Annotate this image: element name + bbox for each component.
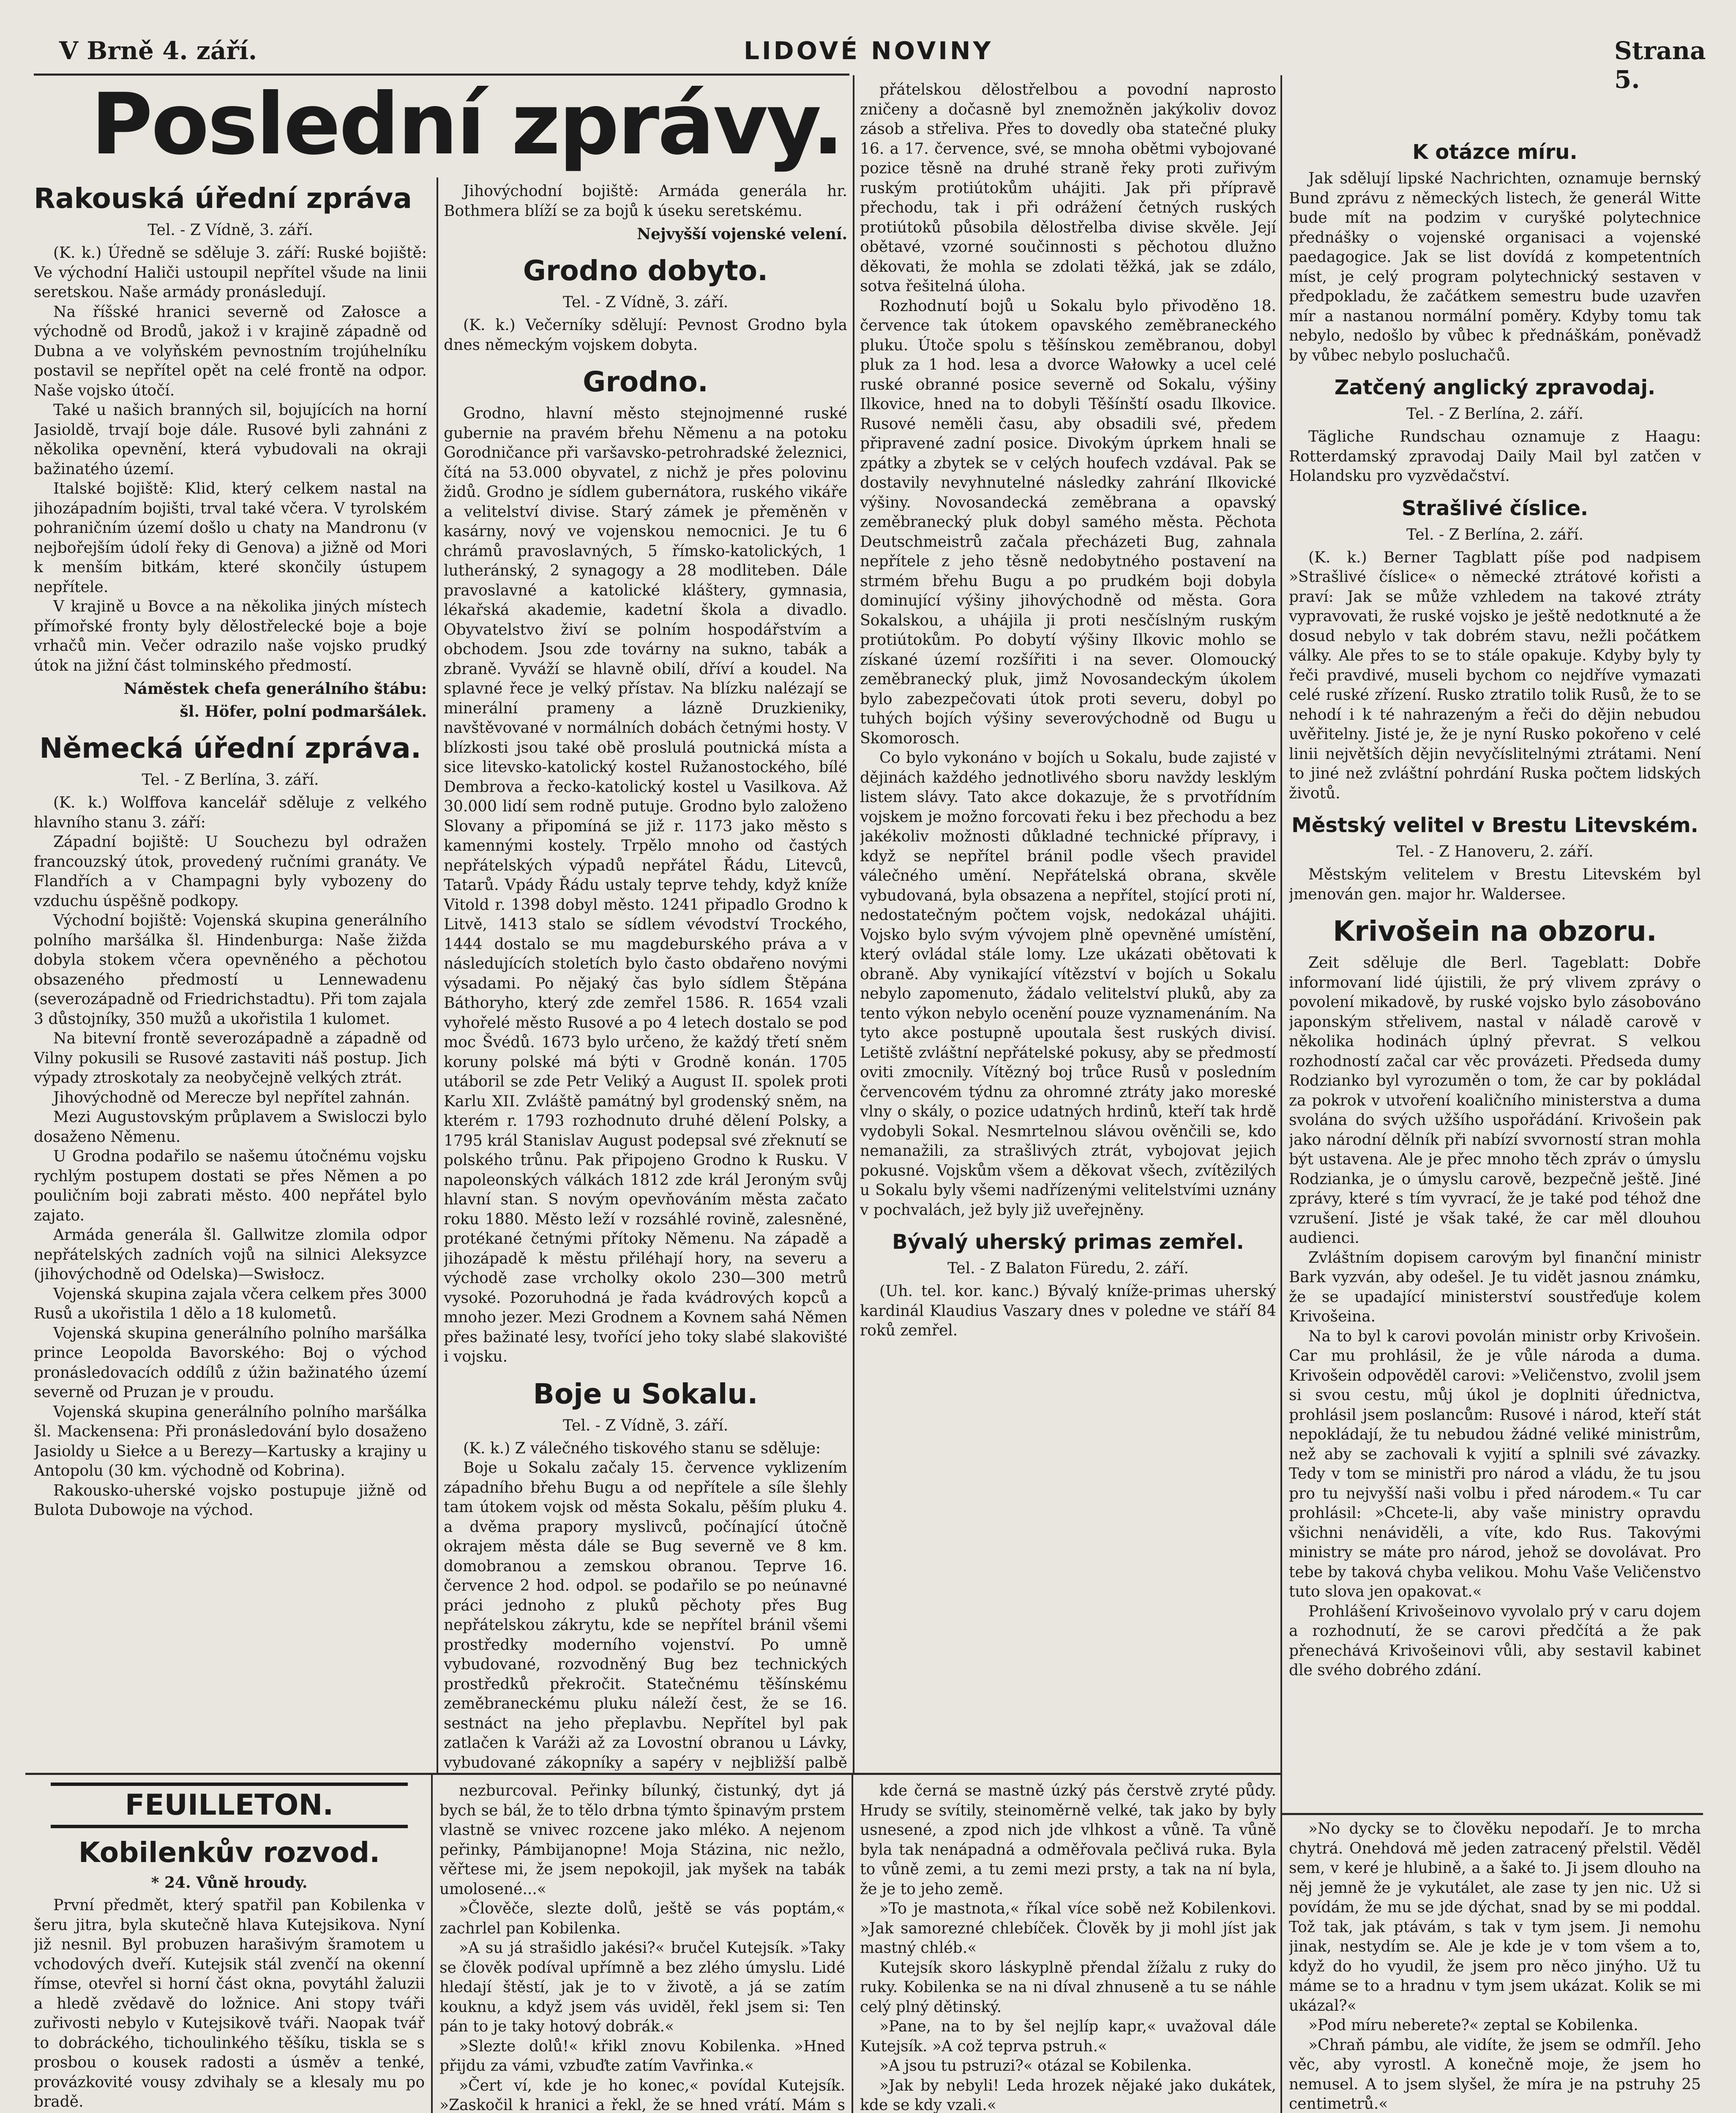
feuilleton-column-3 (860, 1781, 1276, 2113)
paragraph: Jihovýchodně od Merecze byl nepřítel zahnán. (53, 1089, 410, 1106)
column-rule-feu-1 (431, 1775, 433, 2113)
heading-krivosein: Krivošein na obzoru. (1333, 915, 1657, 947)
paragraph: (Uh. tel. kor. kanc.) Bývalý kníže-primas uherský kardinál Klaudius Vaszary dnes v poledne ve stáří 84 roků zemřel. (860, 1283, 1276, 1339)
paragraph: (K. k.) Wolffova kancelář sděluje z velkého hlavního stanu 3. září: (34, 794, 427, 831)
dateline: Tel. - Z Berlína, 3. září. (142, 771, 319, 789)
paragraph: Vojenská skupina generálního polního maršálka šl. Mackensena: Při pronásledování bylo dosaženo Jasioldy u Siełce a u Berezy—Kartusky a krajiny u Antopolu (30 km. východně od Kobrina). (34, 1403, 427, 1480)
column-4 (1289, 139, 1701, 1809)
masthead: LIDOVÉ NOVINY (744, 36, 994, 65)
paragraph: Rozhodnutí bojů u Sokalu bylo přivoděno 18. července tak útokem opavského zeměbraneckého pluku. Útoče spolu s těšínskou zeměbranou, dobyl pluk za 1 hod. lesa a dvorce Wałowky a ucel celé ruské obranné posice severně od Sokalu, výšiny Ilkovice, hned na to dobyli Těšínští osadu Ilkovice. Rusové neměli času, aby obsadili své, předem připravené zadní posice. Divokým úprkem hnali se zpátky a zbytek se v celých houfech vzdával. Pak se dostavily nevyhnutelné následky zahrání Ilkovické výšiny. Novosandecká zeměbrana a opavský zeměbranecký pluk dobyl samého města. Pěchota Deutschmeistrů začala přecházeti Bug, zahnala nepřítele z jeho těsně nedobytného postavení na strmém břehu Bugu a po prudkém boji dobyla dominující výšiny jihovýchodně od města. Gora Sokalskou, a uhájila ji proti nesčíslným ruským protiútokům. Po dobytí výšiny Ilkovic mohlo se získané území rozšířiti i na sever. Olomoucký zeměbranecký pluk, jimž Novosandeckým úkolem bylo zabezpečovati útok proti severu, dobyl po tuhých bojích výšiny severovýchodně od Bugu u Skomorosch. (860, 297, 1276, 747)
paragraph: U Grodna podařilo se našemu útočnému vojsku rychlým postupem dostati se přes Němen a po pouličním boji zabrati město. 400 nepřátel bylo zajato. (34, 1148, 427, 1224)
paragraph: kde černá se mastně úzký pás čerstvě zryté půdy. Hrudy se svítily, steinoměrně velké, tak jako by byly usnesené, a zpod nich jde vlhkost a vůně. Ta vůně byla tak nenápadná a odměřovala pečlivá ruka. Byla to vůně zemi, a tu zemi mezi prsty, a tak na ní byla, že je to jeho země. (860, 1782, 1276, 1898)
feuilleton-header: FEUILLETON. (51, 1783, 408, 1828)
feuilleton-chapter: * 24. Vůně hroudy. (151, 1874, 308, 1892)
heading-zatceny-zpravodaj: Zatčený anglický zpravodaj. (1334, 376, 1656, 399)
paragraph: »No dycky se to člověku nepodaří. Je to mrcha chytrá. Onehdová mě jeden zatracený přelstil. Věděl sem, v keré je hlubině, a a šaké to. Ji jsem dlouho na něj jemně že je vykutálet, ale zase ty jen nic. Už si povídám, že mu se jde dýchat, snad by se mi poddal. Tož tak, jak ptávám, s tak v tym jsem. Ji nemohu jinak, nestydím se. Ale je kde je v tom všem a to, když do ho vyudil, že jsem pro něco jinýho. Už tu máme se to a hradnu v tym jsem ukázat. Kolik se mi ukázal?« (1289, 1820, 1701, 2015)
paragraph: Vojenská skupina generálního polního maršálka prince Leopolda Bavorského: Boj o východ pronásledovacích oddílů z úžin bažinatého území severně od Pruzan je v proudu. (34, 1324, 427, 1401)
paragraph: »A jsou tu pstruzi?« otázal se Kobilenka. (879, 2057, 1192, 2075)
heading-grodno: Grodno. (583, 366, 708, 398)
header-rule (34, 74, 849, 76)
col4-feuilleton-rule (1280, 1813, 1703, 1815)
header-date: V Brně 4. září. (59, 36, 257, 65)
paragraph: Zeit sděluje dle Berl. Tageblatt: Dobře informovaní lidé újistili, že prý vlivem zprávy o povolení mikadově, by ruské vojsko bylo zásobováno japonským střelivem, nastal v náladě carově v několika hodinách úplný převrat. S velkou rozhodností začal car věc provázeti. Předseda dumy Rodzianko byl vyrozuměn o tom, že car by pokládal za pokrok v utvoření koaličního ministerstva a duma svolána do svých užšího uspořádání. Krivošein pak jako národní dělník při nabízí svvorností stran mohla být ustavena. Ale je přec mnoho těch zpráv o úmyslu Rodzianka, je o úmyslu carově, bezpečně ještě. Jiné zprávy, které s tím vyvrací, že je také pod téhož dne vzrušení. Jisté je však také, že car měl dlouhou audienci. (1289, 954, 1701, 1247)
paragraph: »Chraň pámbu, ale vidíte, že jsem se odmříl. Jeho věc, aby vyrostl. A konečně moje, že jsem ho nemusel. A to jsem slyšel, že míra je na pstruhy 25 centimetrů.« (1289, 2036, 1701, 2113)
feuilleton-column-1 (34, 1779, 425, 2113)
heading-k-otazce-miru: K otázce míru. (1412, 140, 1578, 164)
dateline: Tel. - Z Vídně, 3. září. (562, 294, 729, 311)
feuilleton-rule (25, 1773, 1280, 1775)
paragraph: »Jak by nebyli! Leda hrozek nějaké jako dukátek, kde se kdy vzali.« (860, 2077, 1276, 2113)
paragraph: »Pod míru neberete?« zeptal se Kobilenka. (1308, 2017, 1638, 2034)
paragraph: Armáda generála šl. Gallwitze zlomila odpor nepřátelských zadních vojů na silnici Aleksyzce (jihovýchodně od Odelska)—Swisłocz. (34, 1226, 427, 1283)
paragraph: »Čert ví, kde je ho konec,« povídal Kutejsík. »Zaskočil k hranici a řekl, že se hned vrátí. Mám s (439, 2077, 845, 2113)
heading-grodno-dobyto: Grodno dobyto. (523, 254, 768, 287)
heading-boje-u-sokalu: Boje u Sokalu. (533, 1377, 758, 1410)
heading-nemecka-zprava: Německá úřední zpráva. (39, 732, 421, 764)
paragraph: Prohlášení Krivošeinovo vyvolalo prý v caru dojem a rozhodnutí, že se carovi předčítá a že pak přenechává Krivošeinovi vůli, aby sestavil kabinet dle svého dobrého zdání. (1289, 1602, 1701, 1679)
paragraph: Kutejsík skoro láskyplně přendal žížalu z ruky do ruky. Kobilenka se na ni díval zhnuseně a tu se náhle celý plný dětinský. (860, 1959, 1276, 2016)
paragraph: Italské bojiště: Klid, který celkem nastal na jihozápadním bojišti, trval také včera. V tyrolském pohraničním území došlo u chaty na Mandronu (v nejbořejším údolí řeky di Genova) a jižně od Mori k menším bitkám, které skončily ústupem nepřítele. (34, 480, 427, 596)
paragraph: »A su já strašidlo jakési?« bručel Kutejsík. »Taky se člověk podíval upřímně a bez zlého úmyslu. Lidé hledají štěstí, jak je to v životě, a já se zatím kouknu, a když jsem vás uviděl, řekl jsem si: Ten pán to je taky hotový dobrák.« (439, 1939, 845, 2035)
paragraph: Na bitevní frontě severozápadně a západně od Vilny pokusili se Rusové zastaviti náš postup. Jich výpady ztroskotaly za neobyčejně velkých ztrát. (34, 1030, 427, 1087)
page-number: Strana 5. (1614, 36, 1706, 94)
column-rule-3 (1280, 75, 1282, 2113)
signature: Náměstek chefa generálního štábu: (123, 680, 427, 698)
paragraph: »Člověče, slezte dolů, ještě se vás poptám,« zachrlel pan Kobilenka. (439, 1900, 845, 1937)
paragraph: Rakousko-uherské vojsko postupuje jižně od Bulota Dubowoje na východ. (34, 1482, 427, 1519)
dateline: Tel. - Z Balaton Füredu, 2. září. (947, 1260, 1189, 1277)
dateline: Tel. - Z Vídně, 3. září. (147, 221, 313, 239)
paragraph: »Pane, na to by šel nejlíp kapr,« uvažoval dále Kutejsík. »A což teprva pstruh.« (860, 2018, 1276, 2055)
paragraph: Na to byl k carovi povolán ministr orby Krivošein. Car mu prohlásil, že je vůle národa a duma. Krivošein odpověděl carovi: »Veličenstvo, zvolil jsem si svou cestu, můj úkol je doplniti úřednictva, prohlásil jsem poslancům: Rusové i národ, kteří stát nepokládají, že tu nebudou žádné veliké ministrům, než aby se zachovali k vyjití a splnili své závazky. Tedy v tom se ministři pro národ a vládu, že tu jsou pro tu nejvyšší naši volbu i před národem.« Tu car prohlásil: »Chcete-li, aby vaše ministry opravdu všichni nenáviděli, a víte, kdo Rus. Takovými ministry se máte pro národ, jehož se dovolávat. Pro tebe by taková chyba velikou. Mohu Vaše Veličenstvo tuto slova jen opakovat.« (1289, 1327, 1701, 1600)
paragraph: (K. k.) Z válečného tiskového stanu se sděluje: (463, 1439, 821, 1457)
paragraph: přátelskou dělostřelbou a povodní naprosto zničeny a dočasně byl znemožněn jakýkoliv dovoz zásob a střeliva. Přes to dovedly oba statečné pluky 16. a 17. července, své, se mnoha obětmi vybojované pozice těsně na druhé straně řeky proti zuřivým ruským protiútokům uhájiti. Jak při přípravě přechodu, tak i při odrážení četných ruských protiútoků působila dělostřelba divise skvěle. Její obětavé, vzorné součinnosti s pěchotou dlužno děkovati, že mohla se zdolati těžká, jak se zdálo, sotva řešitelná úloha. (860, 81, 1276, 295)
paragraph: První předmět, který spatřil pan Kobilenka v šeru jitra, byla skutečně hlava Kutejsikova. Nyní již nesnil. Byl probuzen harašivým šramotem u vchodových dveří. Kutejsik stál zvenčí na okenní římse, otevřel si horní část okna, povytáhl žaluzii a hledě zvědavě do ložnice. Ani stopy tváři zuřivosti nebylo v Kutejsikově tváři. Naopak tvář to dobráckého, tichoulinkého těšíku, tiskla se s prosbou o kousek radosti a úsměv a tenké, provázkovité vousy zdvihaly se a klesaly mu po bradě. (34, 1897, 425, 2110)
column-1 (34, 182, 427, 1771)
paragraph: »Slezte dolů!« křikl znovu Kobilenka. »Hned přijdu za vámi, vzbuďte zatím Vavřinka.« (439, 2037, 845, 2075)
heading-mestsky-velitel: Městský velitel v Brestu Litevském. (1291, 814, 1698, 837)
signature: Nejvyšší vojenské velení. (637, 225, 847, 243)
paragraph: Tägliche Rundschau oznamuje z Haagu: Rotterdamský zpravodaj Daily Mail byl zatčen v Holandsku pro vyzvědačství. (1289, 428, 1701, 485)
paragraph: Mezi Augustovským průplavem a Swisloczi bylo dosaženo Němenu. (34, 1108, 427, 1146)
dateline: Tel. - Z Hanoveru, 2. září. (1396, 843, 1594, 860)
paragraph: Městským velitelem v Brestu Litevském byl jmenován gen. major hr. Waldersee. (1289, 866, 1701, 903)
paragraph: Jak sdělují lipské Nachrichten, oznamuje bernský Bund zprávu z německých listech, že generál Witte bude mít na podzim v curyšké polytechnice přednášky o vojenské organisaci a vojenské paedagogice. Jak se list dovídá z kompetentních míst, je celý program polytechnický sestaven v předpokladu, že začátkem semestru bude uzavřen mír a nastanou normální poměry. Kdyby tomu tak nebylo, nedošlo by vůbec k přednáškám, poněvadž by vůbec nebylo posluchačů. (1289, 170, 1701, 364)
main-title-box (91, 78, 847, 175)
signature: šl. Höfer, polní podmaršálek. (180, 703, 427, 721)
paragraph: Také u našich branných sil, bojujících na horní Jasioldě, trvají boje dále. Rusové byli zahnáni z několika opevnění, která vybudovali na okraji bažinatého území. (34, 401, 427, 478)
paragraph: Na říšské hranici severně od Załosce a východně od Brodů, jakož i v krajině západně od Dubna a ve volyňském pevnostním trojúhelníku postavil se nepřítel opět na celé frontě na odpor. Naše vojsko útočí. (34, 303, 427, 399)
column-rule-2 (853, 75, 854, 1775)
feuilleton-title: Kobilenkův rozvod. (78, 1836, 380, 1869)
heading-straslive-cislice: Strašlivé číslice. (1401, 496, 1589, 520)
paragraph: Boje u Sokalu začaly 15. července vyklizením západního břehu Bugu a od nepřítele a síle šlehly tam útokem vojsk od města Sokalu, pěším pluku 4. a dvěma prapory myslivců, počínající útočně okrajem města dále se Bug severně ve 8 km. domobranou a zemskou obranou. Teprve 16. července 2 hod. odpol. se podařilo se po neúnavné práci jednoho z pluků pěchoty přes Bug nepřátelskou zákrytu, kde se nepřítel bránil všemi prostředky moderního vojenství. Po umně vybudované, rozvodněný Bug bez technických prostředků překročit. Statečnému těšínskému zeměbraneckému pluku náleží čest, že se 16. sestnáct na jeho přeplavbu. Nepřítel byl pak zatlačen k Varáži až za Lovostní obranou u Lávky, vybudované zákopníky a sapéry v nejbližší palbě (444, 1459, 847, 1771)
heading-uhersky-primas: Bývalý uherský primas zemřel. (892, 1230, 1244, 1254)
heading-rakouska-zprava: Rakouská úřední zpráva (34, 182, 412, 215)
paragraph: Zvláštním dopisem carovým byl finanční ministr Bark vyzván, aby odešel. Je tu vidět jasnou známku, že se upadající ministerství soustřeďuje kolem Krivošeina. (1289, 1249, 1701, 1325)
paragraph: (K. k.) Berner Tagblatt píše pod nadpisem »Strašlivé číslice« o německé ztrátové kořisti a praví: Jak se může vzhledem na takové ztráty vypravovati, že ruské vojsko je ještě nedotknuté a že dosud nebylo v tak dobrém stavu, nežli počátkem války. Ale přes to se to stále opakuje. Kdyby byly ty řeči pravdivé, museli bychom co nejdříve vymazati celé ruské zřízení. Rusko ztratilo tolik Rusů, že to se nehodí i k té nahrazeným a řeči do dějin nebudou uvěřitelny. Jisté je, že je nyní Rusko pokořeno v celé linii největších dějin nevyčíslitelnými ztrátami. Není to jiné než zvláštní pohrdání Ruska počtem lidských životů. (1289, 549, 1701, 802)
dateline: Tel. - Z Vídně, 3. září. (562, 1417, 729, 1434)
paragraph: (K. k.) Večerníky sdělují: Pevnost Grodno byla dnes německým vojskem dobyta. (444, 317, 847, 354)
paragraph: Vojenská skupina zajala včera celkem přes 3000 Rusů a ukořistila 1 dělo a 18 kulometů. (34, 1285, 427, 1322)
dateline: Tel. - Z Berlína, 2. září. (1406, 526, 1583, 543)
paragraph: Východní bojiště: Vojenská skupina generálního polního maršálka šl. Hindenburga: Naše žižda dobyla stokem včera opevněného a pěchotou obsazeného předmostí u Lennewadenu (severozápadně od Friedrichstadtu). Při tom zajala 3 důstojníky, 350 mužů a ukořistila 1 kulomet. (34, 912, 427, 1028)
feuilleton-column-2 (439, 1781, 845, 2113)
paragraph: Co bylo vykonáno v bojích u Sokalu, bude zajisté v dějinách každého jednotlivého sboru navždy lesklým listem slávy. Tato akce dokazuje, že s prvotřídním vojskem je možno forcovati řeku i bez přechodu a bez jakékoliv možnosti důkladné technické přípravy, i když se nepřítel bránil podle všech pravidel válečného umění. Nepřátelská obrana, skvěle vybudovaná, byla obsazena a nepřítel, stojící proti ní, nedostatečným počtem vojsk, nedokázal uhájiti. Vojsko bylo svým vývojem plně opevněné umístění, který ovládal stále lomy. Lze ukázati obětovati k obraně. Aby vynikající vítězství v bojích u Sokalu nebylo zapomenuto, žádalo velitelství pluků, aby za tento výkon nebylo ocenění pouze vyznamenáním. Na tyto akce postupně upoutala šest ruských divisí. Letiště zvláštní nepřátelské pokusy, aby se předmostí oviti zmocnily. Vítězný boj trůce Rusů v posledním červencovém týdnu za ohromné ztráty jako moreské vlny o skály, o pozice udatných hrdinů, kteří tak hrdě vydobyli Sokal. Nesmrtelnou slávou ověnčili se, kdo nemanažili, za strašlivých ztrát, vybojovat jejich pokusné. Vojskům všem a děkovat všech, zvítězilých u Sokalu byly všemi nadřízenými velitelstvími uznány v pochvalách, jež byly již uveřejněny. (860, 749, 1276, 1219)
paragraph: Jihovýchodní bojiště: Armáda generála hr. Bothmera blíží se za bojů k úseku seretskému. (444, 183, 847, 220)
paragraph: Západní bojiště: U Souchezu byl odražen francouzský útok, provedený ručními granáty. Ve Flandřích a v Champagni byly vybozeny do vzduchu úspěšně podkopy. (34, 833, 427, 910)
column-3 (860, 80, 1276, 1771)
column-rule-feu-2 (852, 1775, 853, 2113)
paragraph: nezburcoval. Peřinky bílunký, čistunký, dyt já bych se bál, že to tělo drbna týmto špinavým prstem vlastně se vnivec rozcene jako mléko. A nejenom peřinky, Pámbijanopne! Moja Stázina, nic nežlo, věřtese mi, že jsem nepokojil, jak myšek na tabák umolosené...« (439, 1782, 845, 1898)
paragraph: Grodno, hlavní město stejnojmenné ruské gubernie na pravém břehu Němenu a na potoku Gorodničance při varšavsko-petrohradské železnici, čítá na 53.000 obyvatel, z nichž je přes polovinu židů. Grodno je sídlem gubernátora, ruského vikáře a velitelství divise. Starý zámek je přeměněn v kasárny, nový ve vojenskou nemocnici. Je tu 6 chrámů pravoslavných, 5 římsko-katolických, 1 lutheránský, 2 synagogy a 28 modliteben. Dále pravoslavné a katolické kláštery, gymnasia, lékařská akademie, kadetní škola a divadlo. Obyvatelstvo živí se polním hospodářstvím a obchodem. Jsou zde továrny na sukno, tabák a zbraně. Vyváží se hlavně obilí, dříví a koudel. Na splavné řece je velký přístav. Na blízku nalézají se minerální prameny a lázně Druzkieniky, navštěvované v normálních dobách četnými hosty. V blízkosti jsou také obě proslulá poutnická místa a sice litevsko-katolický kostel Ružanostockého, bílé Dembrova a řecko-katolický kostel u Vasilkova. Až 30.000 lidí sem rodně putuje. Grodno bylo založeno Slovany a připomíná se již r. 1173 jako město s kamennými kostely. Trpělo mnoho od častých nepřátelských výpadů nepřátel Řádu, Litevců, Tatarů. Vpády Řádu ustaly teprve tehdy, když kníže Vitold r. 1398 dobyl město. 1241 připadlo Grodno k Litvě, 1413 stalo se sídlem vévodství Trockého, 1444 dostalo se mu magdeburského práva a v následujících stoletích bylo často obdařeno novými výsadami. Po nějaký čas bylo sídlem Štěpána Báthoryho, který zde zemřel 1586. R. 1654 vzali vyhořelé město Rusové a po 4 letech dostalo se pod moc Švédů. 1673 bylo určeno, že každý třetí sněm koruny polské má býti v Grodně konán. 1705 utáboril se zde Petr Veliký a August II. spolek proti Karlu XII. Zvláště památný byl grodenský sněm, na kterém r. 1793 rozhodnuto druhé dělení Polsky, a 1795 král Stanislav August podepsal své zřeknutí se polského trůnu. Pak připojeno Grodno k Rusku. V napoleonských válkách 1812 zde král Jeroným svůj hlavní stan. S novým opevňováním města začato roku 1880. Město leží v rozsáhlé rovině, zalesněné, protékané četnými přítoky Němenu. Na západě a jihozápadě k městu přiléhají hory, na severu a východě zase vrcholky okolo 230—300 metrů vysoké. Pozoruhodná je řada kvádrových kopců a mnoho jezer. Mezi Grodnem a Kovnem sahá Němen přes bažinaté lesy, tvořící jeho toky slabé slakovišté i vojsku. (444, 405, 847, 1365)
paragraph: »To je mastnota,« říkal více sobě než Kobilenkovi. »Jak samorezné chlebíček. Člověk by ji mohl jíst jak mastný chléb.« (860, 1900, 1276, 1957)
column-rule-1 (437, 177, 438, 1775)
main-title: Poslední zprávy. (91, 78, 843, 174)
dateline: Tel. - Z Berlína, 2. září. (1406, 405, 1583, 423)
paragraph: (K. k.) Úředně se sděluje 3. září: Ruské bojiště: Ve východní Haliči ustoupil nepřítel všude na linii seretskou. Naše armády pronásledují. (34, 244, 427, 301)
column-2 (444, 182, 847, 1771)
paragraph: V krajině u Bovce a na několika jiných místech přímořské fronty byly dělostřelecké boje a boje vrhačů min. Večer odrazilo naše vojsko prudký útok na jižní část tolminského předmostí. (34, 598, 427, 674)
feuilleton-column-4 (1289, 1819, 1701, 2113)
